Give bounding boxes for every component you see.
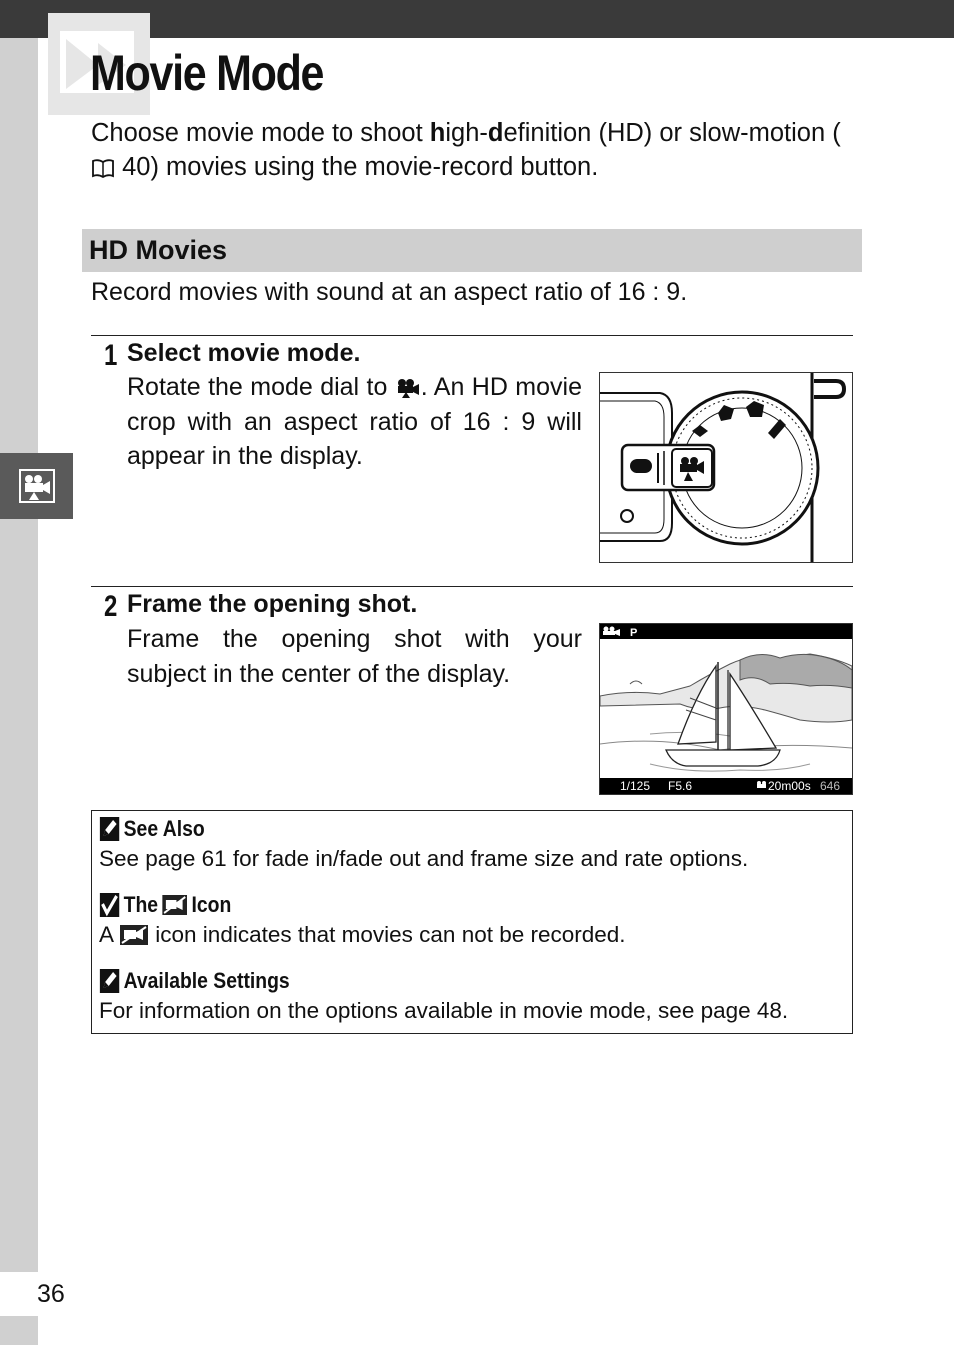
side-margin-bar-bottom: [0, 1316, 38, 1345]
step-number: 2: [104, 590, 118, 623]
note-text-prefix: A: [99, 922, 120, 947]
step-divider: [91, 586, 853, 587]
page-number: 36: [37, 1280, 65, 1308]
note-title-suffix: Icon: [191, 892, 232, 917]
display-shutter: 1/125: [620, 779, 651, 793]
intro-bold-d: d: [487, 119, 504, 147]
intro-bold-h: h: [429, 119, 446, 147]
step-title: Frame the opening shot.: [127, 590, 418, 618]
note-text-suffix: icon indicates that movies can not be recorded.: [149, 922, 626, 947]
display-aperture: F5.6: [668, 779, 693, 793]
intro-text-3: efinition (HD) or slow-motion (: [503, 119, 841, 147]
step-body-text-cont: . An HD movie crop with an aspect ratio of 16 : 9 will appear in the display.: [127, 373, 582, 470]
step-number: 1: [104, 339, 118, 372]
section-heading: HD Movies: [89, 235, 228, 265]
pencil-note-icon: [99, 816, 120, 842]
step-body-text: Rotate the mode dial to: [127, 373, 395, 401]
step-body: Frame the opening shot with your subject in the center of the display.: [127, 625, 582, 688]
no-record-icon: [162, 894, 188, 916]
note-text: [99, 921, 626, 949]
display-count: 646: [820, 779, 841, 793]
checkmark-caution-icon: [99, 892, 120, 918]
monitor-display-illustration: [599, 623, 853, 795]
note-heading: [99, 815, 205, 843]
intro-text-2: igh-: [445, 119, 488, 147]
note-title: Available Settings: [123, 968, 290, 993]
display-time-remaining: 20m00s: [768, 779, 811, 793]
intro-text-1: Choose movie mode to shoot: [91, 119, 430, 147]
step-title: Select movie mode.: [127, 339, 361, 367]
notes-box: [91, 810, 853, 1034]
note-text[interactable]: See page 61 for fade in/fade out and frame size and rate options.: [99, 846, 749, 871]
movie-mode-icon: [395, 377, 421, 399]
side-margin-bar: [0, 38, 38, 1272]
note-text[interactable]: For information on the options available in movie mode, see page 48.: [99, 998, 789, 1023]
no-record-icon: [119, 924, 149, 946]
intro-paragraph: [91, 116, 853, 184]
note-heading: [99, 967, 290, 995]
mode-dial-illustration: [599, 372, 853, 563]
note-heading: [99, 891, 231, 919]
step-body: [127, 370, 582, 474]
note-title-prefix: The: [123, 892, 159, 917]
pencil-note-icon: [99, 968, 120, 994]
display-mode: P: [630, 627, 638, 639]
note-title: See Also: [123, 816, 205, 841]
book-reference-icon: [91, 157, 115, 179]
section-heading-band: [82, 229, 862, 272]
step-divider: [91, 335, 853, 336]
chapter-tab-movie[interactable]: [0, 453, 73, 519]
movie-camera-icon: [19, 469, 55, 503]
section-description: Record movies with sound at an aspect ratio of 16 : 9.: [91, 278, 688, 306]
page-title: Movie Mode: [90, 45, 324, 101]
intro-ref-link[interactable]: 40) movies using the movie-record button.: [115, 153, 599, 181]
